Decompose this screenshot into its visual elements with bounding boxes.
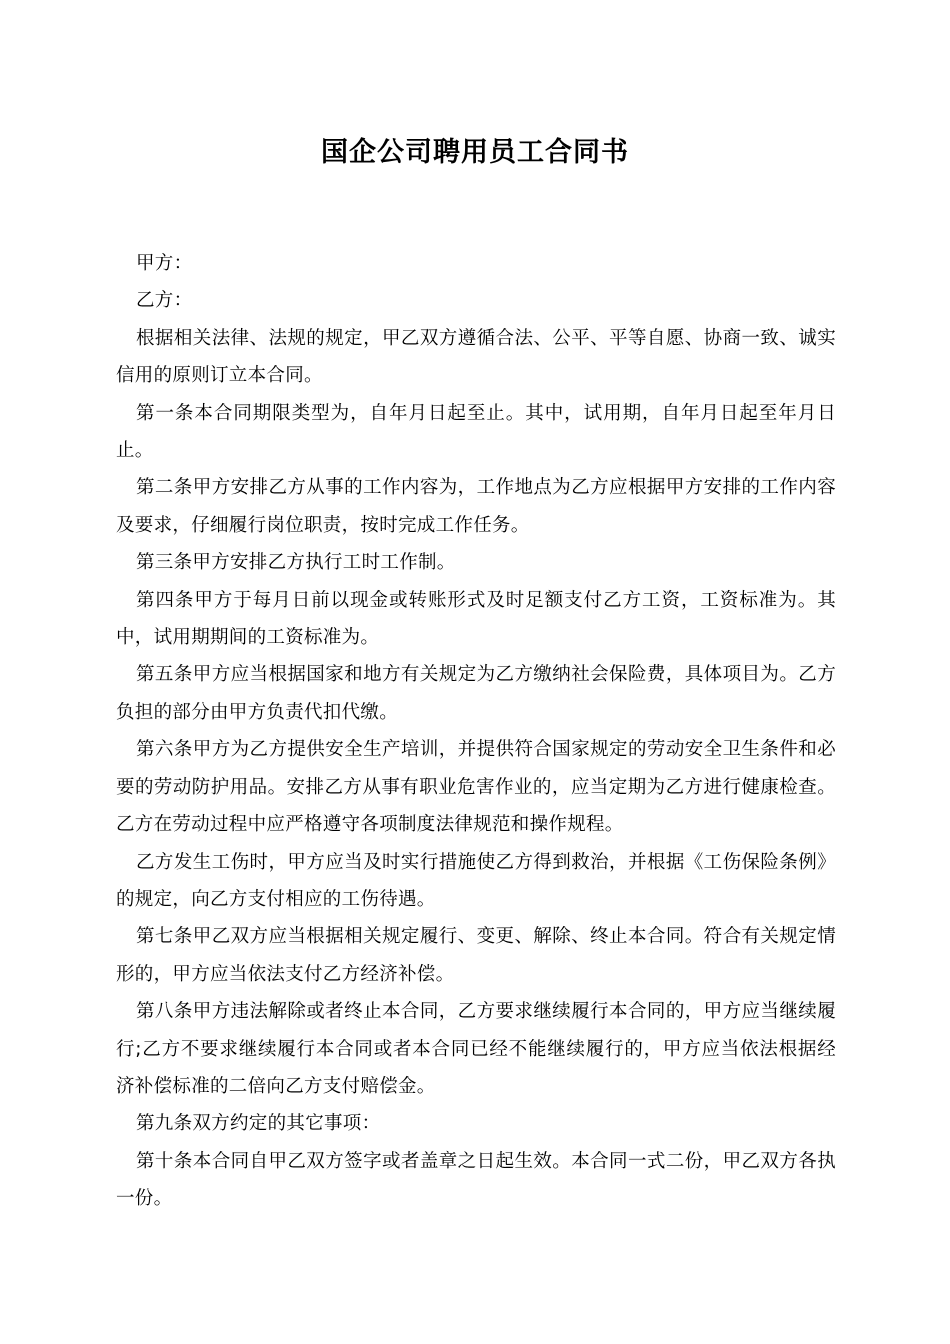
preamble-paragraph: 根据相关法律、法规的规定，甲乙双方遵循合法、公平、平等自愿、协商一致、诚实信用的原则订立本合同。 (116, 327, 836, 387)
party-a-line: 甲方： (136, 253, 193, 274)
document-body (116, 245, 836, 1218)
article-5-paragraph: 第五条甲方应当根据国家和地方有关规定为乙方缴纳社会保险费，具体项目为。乙方负担的部分由甲方负责代扣代缴。 (116, 664, 836, 723)
article-9-paragraph: 第九条双方约定的其它事项： (136, 1113, 381, 1135)
article-3-paragraph: 第三条甲方安排乙方执行工时工作制。 (136, 552, 456, 574)
work-injury-paragraph: 乙方发生工伤时，甲方应当及时实行措施使乙方得到救治，并根据《工伤保险条例》的规定，向乙方支付相应的工伤待遇。 (116, 851, 836, 910)
article-1-paragraph: 第一条本合同期限类型为，自年月日起至止。其中，试用期，自年月日起至年月日止。 (116, 402, 836, 462)
party-b-line: 乙方： (136, 290, 193, 312)
article-2-paragraph: 第二条甲方安排乙方从事的工作内容为，工作地点为乙方应根据甲方安排的工作内容及要求，仔细履行岗位职责，按时完成工作任务。 (116, 477, 836, 536)
article-6-paragraph: 第六条甲方为乙方提供安全生产培训，并提供符合国家规定的劳动安全卫生条件和必要的劳动防护用品。安排乙方从事有职业危害作业的，应当定期为乙方进行健康检查。乙方在劳动过程中应严格遵守各项制度法律规范和操作规程。 (116, 739, 836, 836)
article-7-paragraph: 第七条甲乙双方应当根据相关规定履行、变更、解除、终止本合同。符合有关规定情形的，甲方应当依法支付乙方经济补偿。 (116, 926, 836, 985)
document-title: 国企公司聘用员工合同书 (321, 137, 629, 168)
article-10-paragraph: 第十条本合同自甲乙双方签字或者盖章之日起生效。本合同一式二份，甲乙双方各执一份。 (116, 1150, 836, 1210)
article-8-paragraph: 第八条甲方违法解除或者终止本合同，乙方要求继续履行本合同的，甲方应当继续履行;乙方不要求继续履行本合同或者本合同已经不能继续履行的，甲方应当依法根据经济补偿标准的二倍向乙方支付赔偿金。 (116, 1001, 836, 1097)
article-4-paragraph: 第四条甲方于每月日前以现金或转账形式及时足额支付乙方工资，工资标准为。其中，试用期期间的工资标准为。 (116, 589, 836, 649)
